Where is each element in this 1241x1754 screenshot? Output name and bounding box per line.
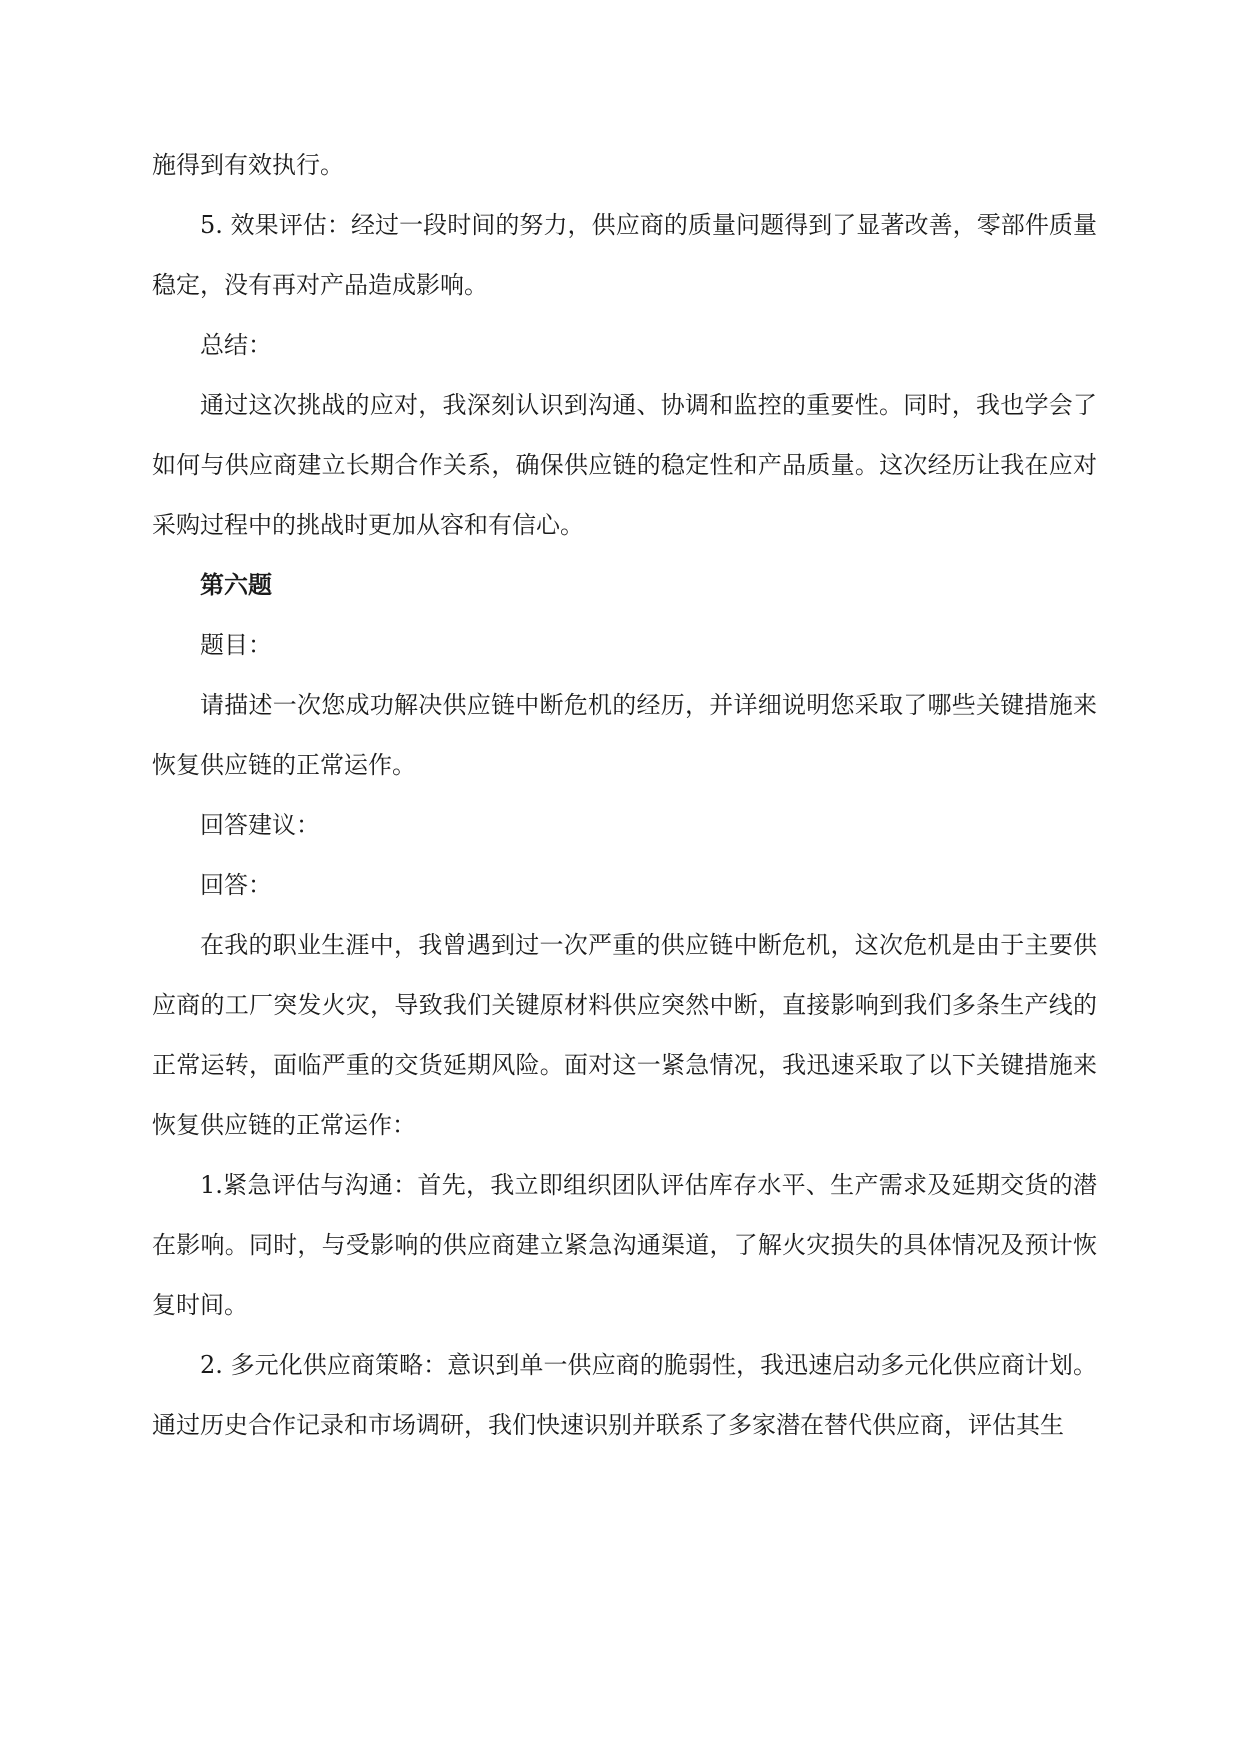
document-body bbox=[152, 135, 1097, 1455]
paragraph-effect-evaluation: 5. 效果评估：经过一段时间的努力，供应商的质量问题得到了显著改善，零部件质量稳定，没有再对产品造成影响。 bbox=[152, 211, 1097, 299]
paragraph-step-2: 2. 多元化供应商策略：意识到单一供应商的脆弱性，我迅速启动多元化供应商计划。通过历史合作记录和市场调研，我们快速识别并联系了多家潜在替代供应商，评估其生 bbox=[152, 1351, 1097, 1439]
paragraph-answer-intro: 在我的职业生涯中，我曾遇到过一次严重的供应链中断危机，这次危机是由于主要供应商的工厂突发火灾，导致我们关键原材料供应突然中断，直接影响到我们多条生产线的正常运转，面临严重的交货延期风险。面对这一紧急情况，我迅速采取了以下关键措施来恢复供应链的正常运作： bbox=[152, 931, 1097, 1139]
paragraph-step-1: 1.紧急评估与沟通：首先，我立即组织团队评估库存水平、生产需求及延期交货的潜在影响。同时，与受影响的供应商建立紧急沟通渠道，了解火灾损失的具体情况及预计恢复时间。 bbox=[152, 1171, 1097, 1319]
paragraph-summary-label: 总结： bbox=[200, 331, 272, 359]
paragraph-suggestion-label: 回答建议： bbox=[200, 811, 320, 839]
paragraph-question-label: 题目： bbox=[200, 631, 272, 659]
paragraph-question: 请描述一次您成功解决供应链中断危机的经历，并详细说明您采取了哪些关键措施来恢复供应链的正常运作。 bbox=[152, 691, 1097, 779]
section-heading-question-6: 第六题 bbox=[200, 570, 272, 599]
paragraph-summary: 通过这次挑战的应对，我深刻认识到沟通、协调和监控的重要性。同时，我也学会了如何与供应商建立长期合作关系，确保供应链的稳定性和产品质量。这次经历让我在应对采购过程中的挑战时更加从容和有信心。 bbox=[152, 391, 1097, 539]
paragraph-answer-label: 回答： bbox=[200, 871, 272, 899]
paragraph-continuation: 施得到有效执行。 bbox=[152, 151, 344, 179]
